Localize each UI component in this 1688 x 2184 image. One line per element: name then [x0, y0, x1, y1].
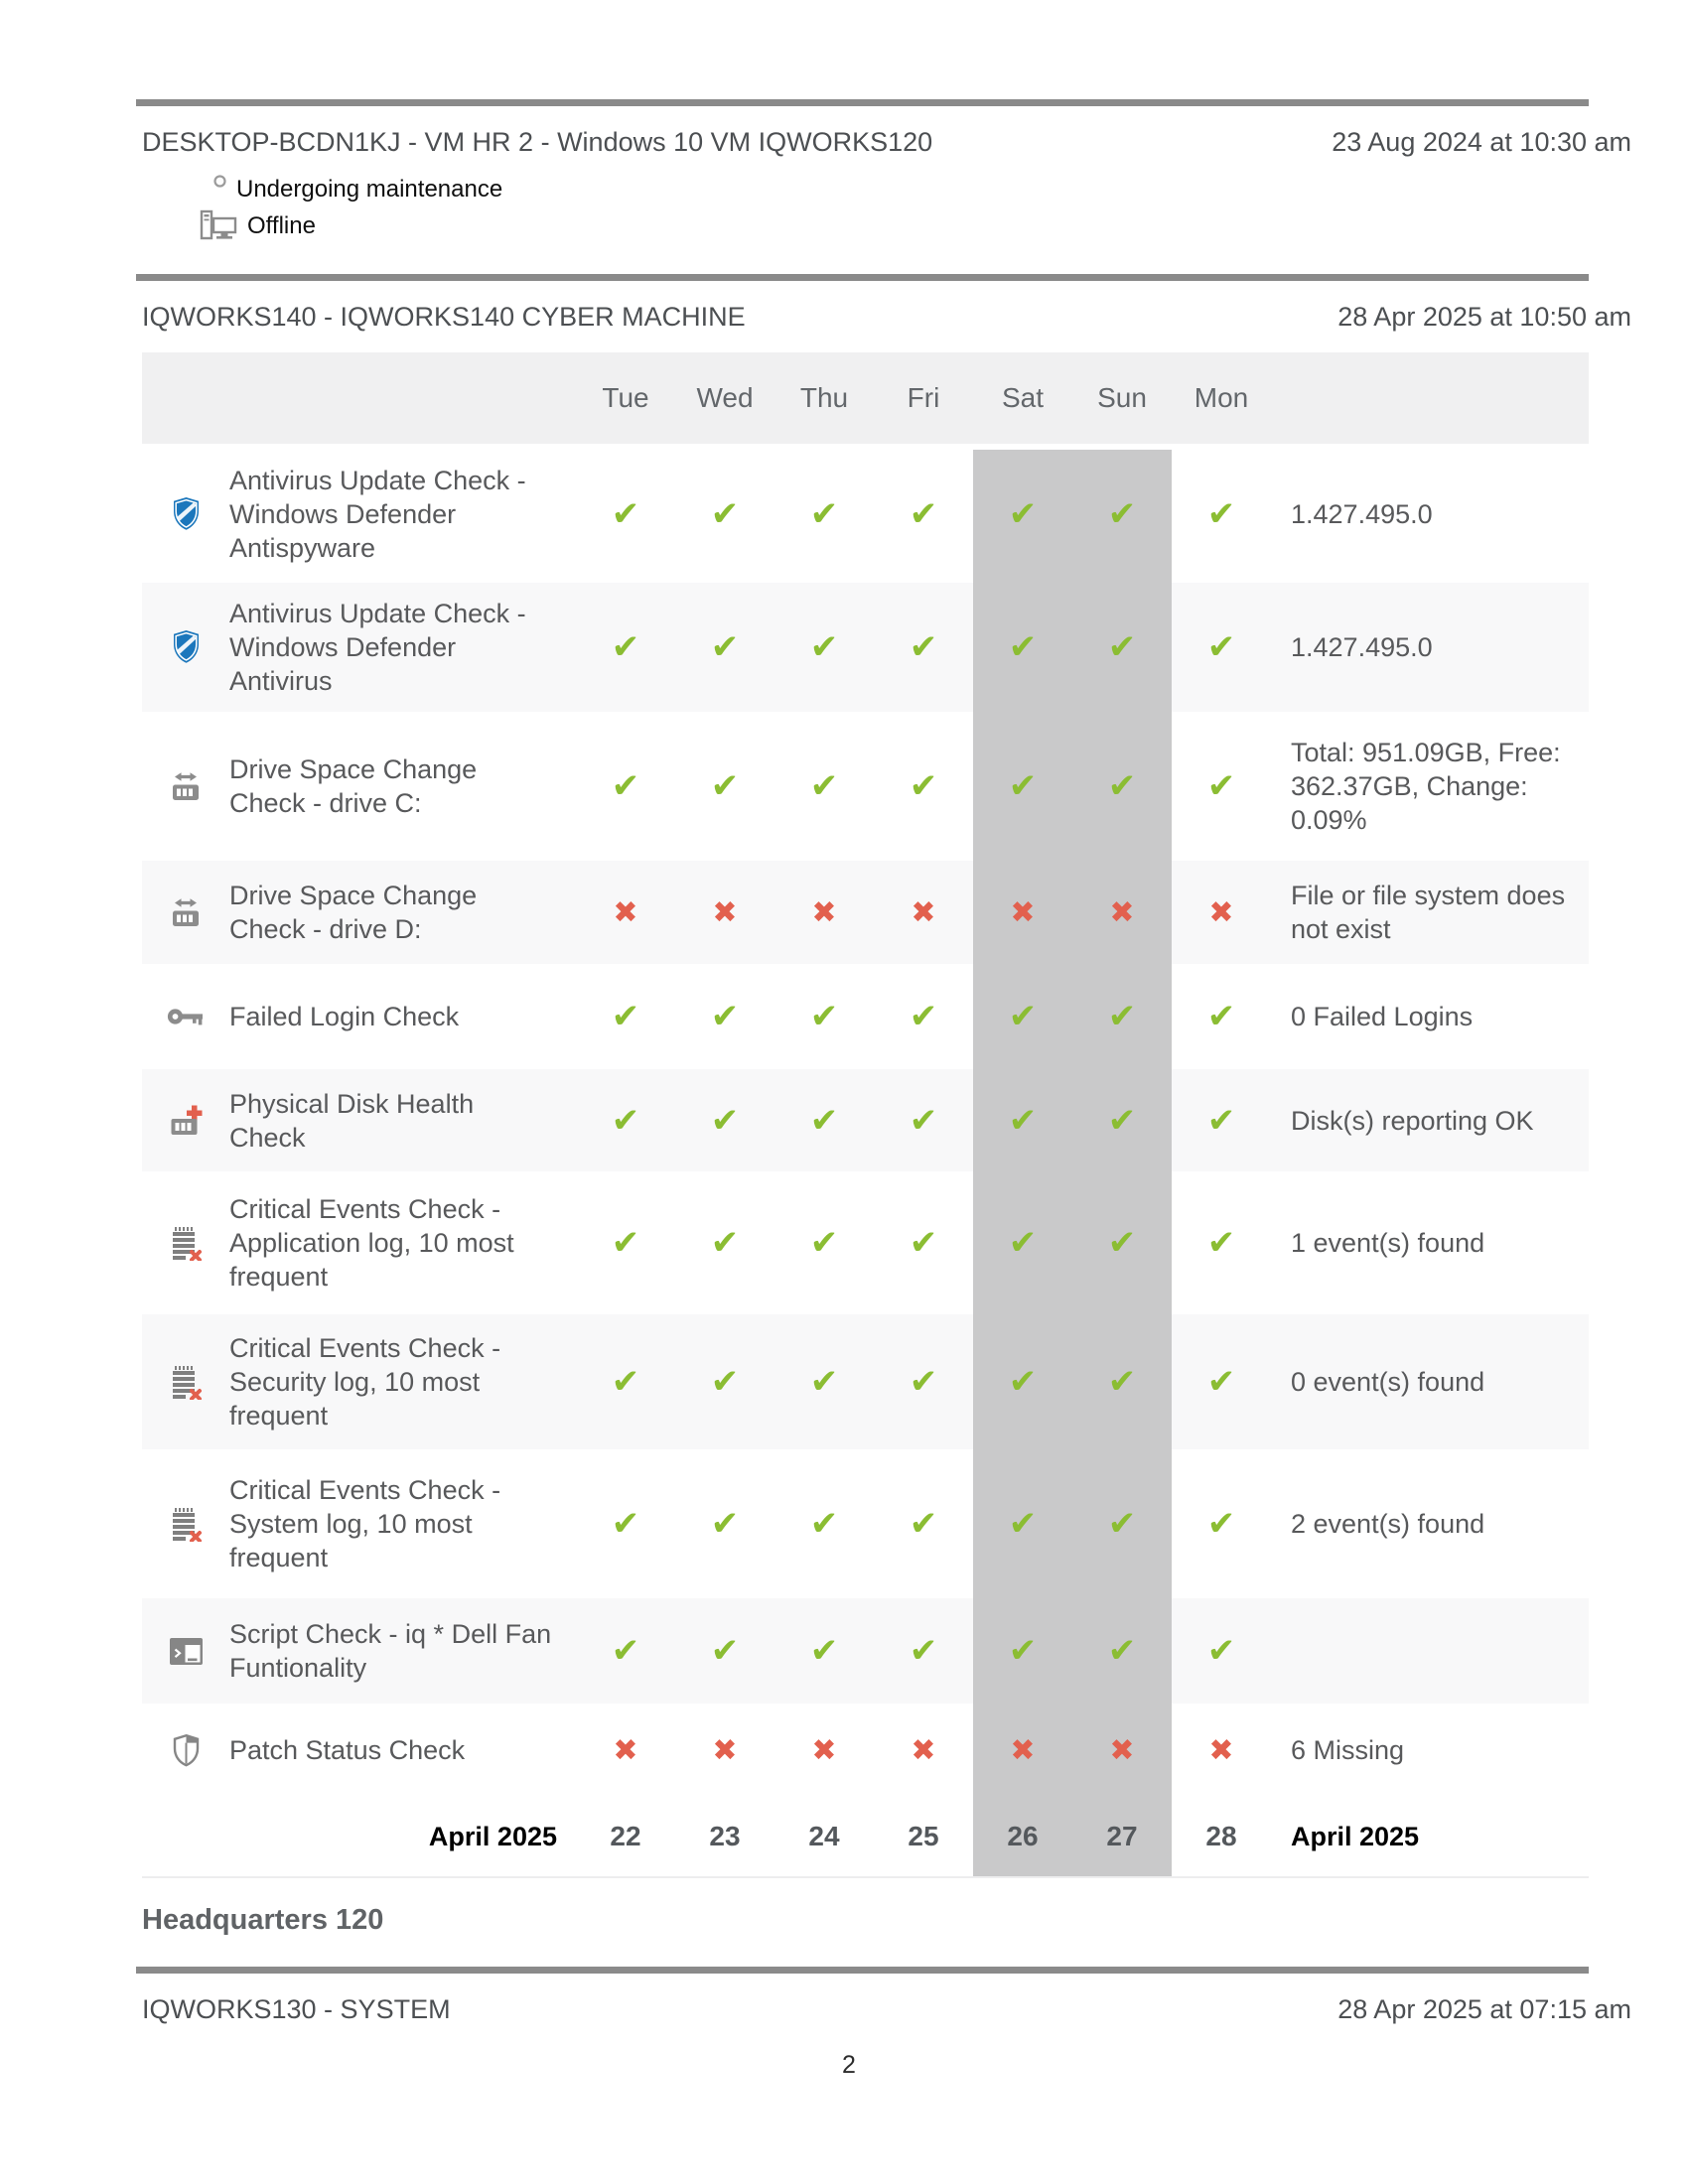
cross-icon: ✖ — [712, 895, 738, 929]
result-cell — [1072, 1598, 1172, 1704]
section-timestamp: 23 Aug 2024 at 10:30 am — [1332, 127, 1631, 157]
table-row — [142, 716, 1589, 857]
section-title: IQWORKS130 - SYSTEM — [142, 1994, 451, 2024]
result-cell — [973, 1314, 1072, 1449]
result-cell — [576, 1453, 675, 1594]
result-cell — [675, 1598, 774, 1704]
check-icon: ✔ — [1206, 495, 1236, 533]
check-icon: ✔ — [909, 1505, 938, 1543]
defender-shield-icon — [142, 450, 229, 579]
table-header-row — [142, 352, 1589, 444]
check-icon: ✔ — [909, 495, 938, 533]
check-label: Physical Disk Health Check — [229, 1088, 475, 1153]
check-icon: ✔ — [1107, 1101, 1137, 1140]
maintenance-ring-icon — [212, 174, 227, 189]
check-icon: ✔ — [909, 1101, 938, 1140]
event-log-icon — [142, 1314, 229, 1449]
result-cell — [874, 1314, 973, 1449]
result-cell — [576, 1175, 675, 1310]
result-cell — [774, 583, 874, 712]
result-cell — [874, 1069, 973, 1171]
check-icon: ✔ — [1107, 1632, 1137, 1670]
result-cell — [1072, 1069, 1172, 1171]
check-icon: ✔ — [1008, 1505, 1038, 1543]
result-cell — [1172, 450, 1271, 579]
result-cell — [576, 861, 675, 964]
section-header-cyber — [142, 302, 1631, 333]
day-header: Mon — [1194, 382, 1249, 413]
result-cell — [774, 861, 874, 964]
check-icon: ✔ — [1107, 767, 1137, 805]
result-cell — [675, 1453, 774, 1594]
day-header: Wed — [696, 382, 754, 413]
patch-shield-icon — [142, 1707, 229, 1793]
date-number: 26 — [973, 1797, 1072, 1876]
table-row — [142, 861, 1589, 964]
check-icon: ✔ — [1008, 628, 1038, 666]
check-label: Critical Events Check - Security log, 10 most frequent — [229, 1333, 501, 1431]
result-cell — [1172, 583, 1271, 712]
cross-icon: ✖ — [613, 895, 638, 929]
report-page — [142, 0, 1631, 2080]
result-cell — [1072, 450, 1172, 579]
check-icon: ✔ — [809, 495, 839, 533]
result-cell — [576, 1598, 675, 1704]
check-icon: ✔ — [611, 1101, 640, 1140]
result-cell — [576, 968, 675, 1065]
result-cell — [874, 716, 973, 857]
result-cell — [1072, 1453, 1172, 1594]
result-cell — [675, 1069, 774, 1171]
result-cell — [874, 1707, 973, 1793]
page-number: 2 — [842, 2051, 856, 2079]
table-row — [142, 1314, 1589, 1449]
result-cell — [1172, 1453, 1271, 1594]
check-icon: ✔ — [1206, 1101, 1236, 1140]
check-icon: ✔ — [710, 1101, 740, 1140]
result-cell — [973, 1069, 1072, 1171]
check-icon: ✔ — [710, 495, 740, 533]
check-label: Patch Status Check — [229, 1735, 466, 1765]
check-icon: ✔ — [1008, 998, 1038, 1035]
check-value: 1.427.495.0 — [1291, 499, 1433, 529]
key-icon — [142, 968, 229, 1065]
check-icon: ✔ — [1206, 628, 1236, 666]
table-row — [142, 450, 1589, 579]
check-icon: ✔ — [710, 1505, 740, 1543]
check-icon: ✔ — [1107, 998, 1137, 1035]
check-value: 1 event(s) found — [1291, 1228, 1485, 1258]
check-icon: ✔ — [1008, 1363, 1038, 1401]
section-header-vm — [142, 127, 1631, 158]
divider — [136, 1967, 1589, 1974]
result-cell — [675, 450, 774, 579]
check-icon: ✔ — [1107, 1363, 1137, 1401]
result-cell — [874, 861, 973, 964]
check-icon: ✔ — [909, 628, 938, 666]
result-cell — [675, 1707, 774, 1793]
day-header: Fri — [907, 382, 940, 413]
location-heading: Headquarters 120 — [142, 1904, 384, 1936]
check-label: Critical Events Check - System log, 10 most frequent — [229, 1475, 501, 1572]
section-title: DESKTOP-BCDN1KJ - VM HR 2 - Windows 10 VM IQWORKS120 — [142, 127, 933, 157]
check-icon: ✔ — [611, 495, 640, 533]
result-cell — [973, 1598, 1072, 1704]
disk-health-icon — [142, 1069, 229, 1171]
check-value: 0 Failed Logins — [1291, 1002, 1474, 1031]
result-cell — [874, 1453, 973, 1594]
date-number: 25 — [908, 1821, 939, 1851]
cross-icon: ✖ — [1010, 1733, 1036, 1767]
table-row — [142, 583, 1589, 712]
result-cell — [874, 968, 973, 1065]
check-label: Antivirus Update Check - Windows Defender Antivirus — [229, 599, 526, 696]
check-label: Drive Space Change Check - drive D: — [229, 881, 478, 944]
result-cell — [1172, 861, 1271, 964]
check-label: Critical Events Check - Application log, 10 most frequent — [229, 1194, 514, 1292]
check-icon: ✔ — [809, 1224, 839, 1262]
result-cell — [576, 1069, 675, 1171]
day-header: Sat — [1001, 382, 1045, 413]
status-list — [142, 176, 1631, 244]
result-cell — [973, 583, 1072, 712]
check-icon: ✔ — [1107, 1505, 1137, 1543]
check-icon: ✔ — [1206, 998, 1236, 1035]
check-label: Failed Login Check — [229, 1002, 460, 1031]
result-cell — [1172, 1069, 1271, 1171]
check-value: Total: 951.09GB, Free: 362.37GB, Change: 0.09% — [1291, 738, 1561, 835]
cross-icon: ✖ — [1109, 1733, 1135, 1767]
check-value: 6 Missing — [1291, 1735, 1405, 1765]
result-cell — [874, 583, 973, 712]
result-cell — [874, 450, 973, 579]
drive-space-icon — [142, 716, 229, 857]
status-offline — [142, 208, 1631, 244]
status-label: Undergoing maintenance — [236, 176, 503, 203]
result-cell — [973, 968, 1072, 1065]
check-icon: ✔ — [1206, 767, 1236, 805]
check-label: Antivirus Update Check - Windows Defender Antispyware — [229, 466, 526, 563]
result-cell — [675, 1314, 774, 1449]
day-header: Tue — [602, 382, 649, 413]
check-icon: ✔ — [809, 1363, 839, 1401]
result-cell — [1072, 1175, 1172, 1310]
result-cell — [973, 1707, 1072, 1793]
result-cell — [774, 1707, 874, 1793]
check-icon: ✔ — [611, 1363, 640, 1401]
table-row — [142, 968, 1589, 1065]
check-value: File or file system does not exist — [1291, 881, 1566, 944]
check-icon: ✔ — [909, 1632, 938, 1670]
day-header: Thu — [799, 382, 849, 413]
check-icon: ✔ — [611, 998, 640, 1035]
section-timestamp: 28 Apr 2025 at 10:50 am — [1337, 302, 1631, 332]
table-row — [142, 1598, 1589, 1704]
event-log-icon — [142, 1175, 229, 1310]
result-cell — [1072, 1314, 1172, 1449]
check-label: Drive Space Change Check - drive C: — [229, 754, 478, 818]
result-cell — [973, 861, 1072, 964]
check-icon: ✔ — [909, 998, 938, 1035]
day-header: Sun — [1097, 382, 1147, 413]
date-number: 22 — [610, 1821, 641, 1851]
check-value: 2 event(s) found — [1291, 1509, 1485, 1539]
table-row — [142, 1175, 1589, 1310]
check-icon: ✔ — [611, 628, 640, 666]
cross-icon: ✖ — [1208, 895, 1234, 929]
script-terminal-icon — [142, 1598, 229, 1704]
result-cell — [576, 716, 675, 857]
result-cell — [1172, 1175, 1271, 1310]
result-cell — [774, 716, 874, 857]
month-label-left: April 2025 — [428, 1822, 557, 1851]
check-icon: ✔ — [909, 767, 938, 805]
section-title: IQWORKS140 - IQWORKS140 CYBER MACHINE — [142, 302, 746, 332]
result-cell — [1072, 583, 1172, 712]
event-log-icon — [142, 1453, 229, 1594]
result-cell — [576, 1707, 675, 1793]
result-cell — [774, 1069, 874, 1171]
check-icon: ✔ — [809, 1632, 839, 1670]
table-row — [142, 1707, 1589, 1793]
check-icon: ✔ — [1008, 495, 1038, 533]
cross-icon: ✖ — [811, 895, 837, 929]
result-cell — [1072, 1707, 1172, 1793]
table-body — [142, 450, 1589, 1878]
table-row — [142, 1069, 1589, 1171]
result-cell — [1172, 1598, 1271, 1704]
check-icon: ✔ — [710, 628, 740, 666]
cross-icon: ✖ — [613, 1733, 638, 1767]
header-value-spacer — [1271, 384, 1589, 412]
check-icon: ✔ — [710, 1632, 740, 1670]
table-row — [142, 1453, 1589, 1594]
cross-icon: ✖ — [811, 1733, 837, 1767]
check-icon: ✔ — [1008, 767, 1038, 805]
check-icon: ✔ — [809, 1101, 839, 1140]
result-cell — [874, 1175, 973, 1310]
check-icon: ✔ — [611, 1224, 640, 1262]
date-number: 24 — [808, 1821, 840, 1851]
result-cell — [576, 583, 675, 712]
result-cell — [973, 716, 1072, 857]
result-cell — [675, 861, 774, 964]
section-timestamp: 28 Apr 2025 at 07:15 am — [1337, 1994, 1631, 2024]
cross-icon: ✖ — [911, 895, 936, 929]
check-icon: ✔ — [611, 767, 640, 805]
result-cell — [1072, 716, 1172, 857]
cross-icon: ✖ — [1109, 895, 1135, 929]
section-header-system — [142, 1994, 1631, 2025]
divider — [136, 274, 1589, 281]
result-cell — [576, 1314, 675, 1449]
result-cell — [774, 1598, 874, 1704]
check-icon: ✔ — [1008, 1224, 1038, 1262]
result-cell — [1072, 968, 1172, 1065]
result-cell — [973, 1453, 1072, 1594]
check-value: 0 event(s) found — [1291, 1367, 1485, 1397]
result-cell — [1072, 861, 1172, 964]
check-icon: ✔ — [1206, 1363, 1236, 1401]
check-icon: ✔ — [611, 1632, 640, 1670]
result-cell — [774, 968, 874, 1065]
result-cell — [874, 1598, 973, 1704]
check-icon: ✔ — [1008, 1632, 1038, 1670]
result-cell — [675, 583, 774, 712]
result-cell — [774, 450, 874, 579]
offline-computer-icon — [199, 208, 238, 244]
check-icon: ✔ — [909, 1224, 938, 1262]
check-icon: ✔ — [809, 1505, 839, 1543]
result-cell — [675, 1175, 774, 1310]
date-number: 27 — [1072, 1797, 1172, 1876]
table-footer-row — [142, 1797, 1589, 1878]
check-icon: ✔ — [611, 1505, 640, 1543]
result-cell — [973, 1175, 1072, 1310]
check-icon: ✔ — [909, 1363, 938, 1401]
check-icon: ✔ — [1107, 495, 1137, 533]
result-cell — [1172, 716, 1271, 857]
check-value: Disk(s) reporting OK — [1291, 1105, 1534, 1136]
result-cell — [973, 450, 1072, 579]
result-cell — [1172, 1314, 1271, 1449]
check-icon: ✔ — [710, 1224, 740, 1262]
check-icon: ✔ — [710, 1363, 740, 1401]
date-number: 23 — [709, 1821, 741, 1851]
result-cell — [1172, 1707, 1271, 1793]
check-icon: ✔ — [809, 767, 839, 805]
result-cell — [774, 1453, 874, 1594]
date-number: 28 — [1205, 1821, 1237, 1851]
status-label: Offline — [247, 212, 316, 239]
footer-icon-spacer — [142, 1797, 229, 1876]
cross-icon: ✖ — [911, 1733, 936, 1767]
status-undergoing-maintenance — [142, 176, 1631, 204]
month-label-right: April 2025 — [1291, 1822, 1420, 1851]
check-icon: ✔ — [1206, 1224, 1236, 1262]
check-icon: ✔ — [1107, 628, 1137, 666]
checks-table — [142, 352, 1589, 1878]
check-icon: ✔ — [710, 998, 740, 1035]
result-cell — [774, 1175, 874, 1310]
check-icon: ✔ — [809, 628, 839, 666]
defender-shield-icon — [142, 583, 229, 712]
result-cell — [1172, 968, 1271, 1065]
result-cell — [675, 968, 774, 1065]
result-cell — [675, 716, 774, 857]
check-label: Script Check - iq * Dell Fan Funtionality — [229, 1619, 552, 1683]
header-label-spacer — [229, 384, 576, 412]
cross-icon: ✖ — [1010, 895, 1036, 929]
result-cell — [576, 450, 675, 579]
cross-icon: ✖ — [1208, 1733, 1234, 1767]
divider — [136, 99, 1589, 106]
check-value: 1.427.495.0 — [1291, 632, 1433, 662]
check-icon: ✔ — [1008, 1101, 1038, 1140]
result-cell — [774, 1314, 874, 1449]
cross-icon: ✖ — [712, 1733, 738, 1767]
check-icon: ✔ — [1107, 1224, 1137, 1262]
check-icon: ✔ — [710, 767, 740, 805]
check-icon: ✔ — [1206, 1505, 1236, 1543]
drive-space-icon — [142, 861, 229, 964]
check-value — [1271, 1598, 1589, 1704]
check-icon: ✔ — [1206, 1632, 1236, 1670]
check-icon: ✔ — [809, 998, 839, 1035]
